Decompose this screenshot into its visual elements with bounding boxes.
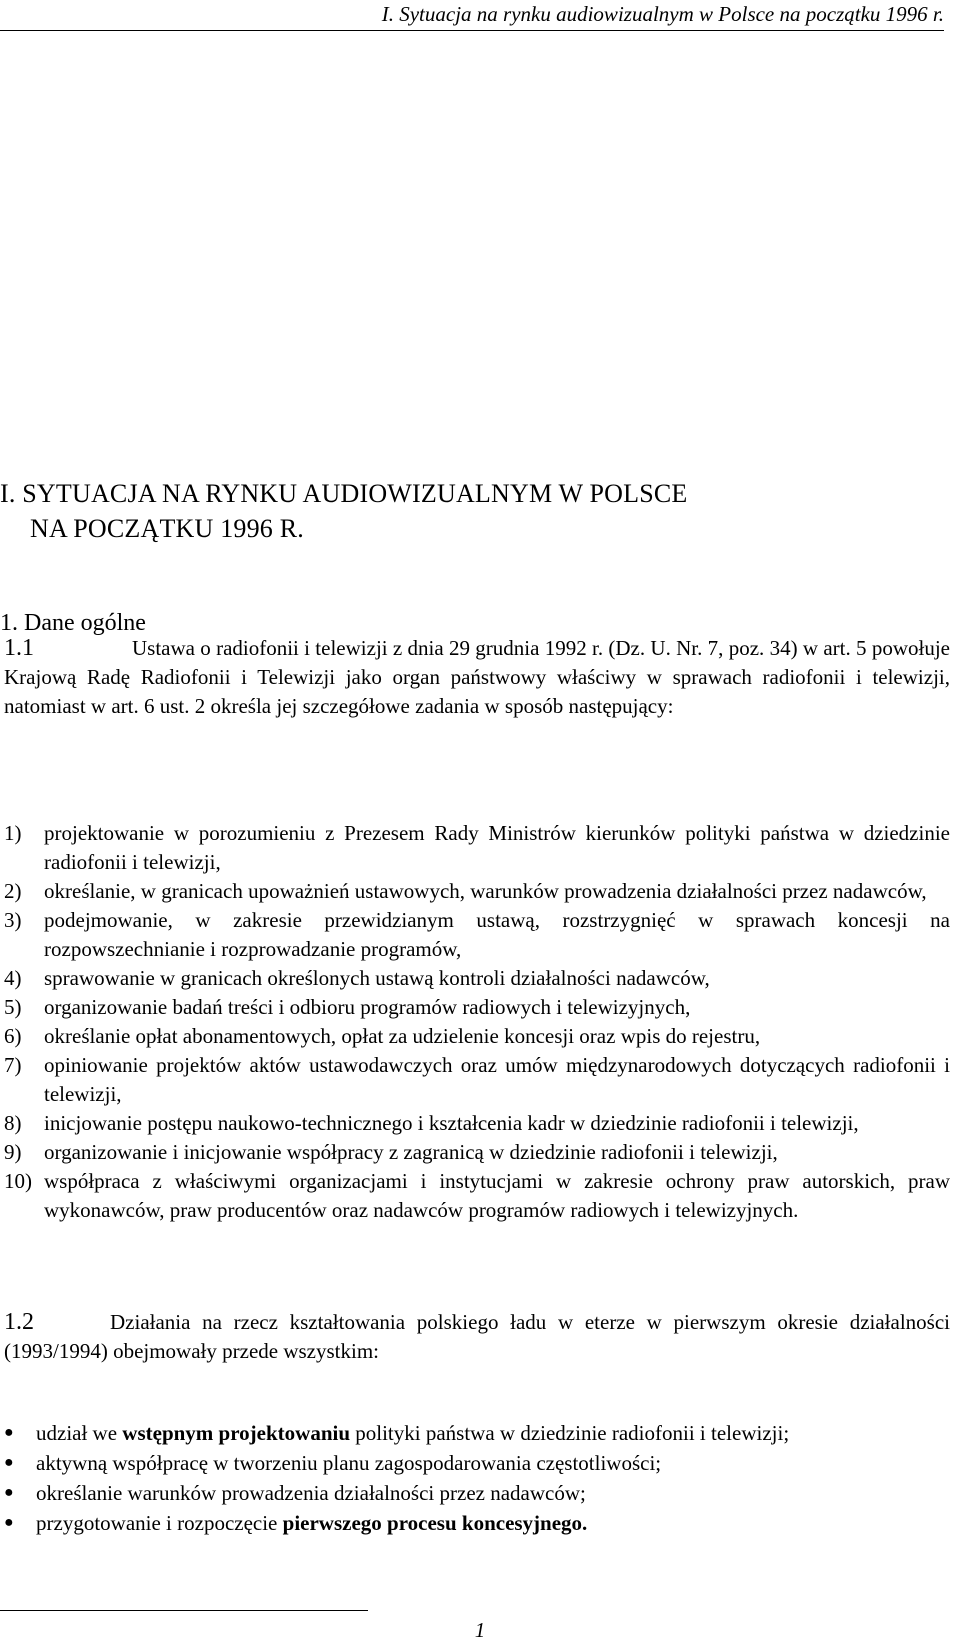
footer-divider <box>0 1610 368 1611</box>
list-item <box>4 1448 950 1478</box>
paragraph-1-1 <box>4 634 950 721</box>
item-number: 1) <box>4 821 22 845</box>
item-text: współpraca z właściwymi organizacjami i instytucjami w zakresie ochrony praw autorskich, praw wykonawców, praw producentów oraz nadawców programów radiowych i telewizyjnych. <box>44 1169 950 1222</box>
list-item <box>4 1022 950 1051</box>
chapter-title-line1: I. SYTUACJA NA RYNKU AUDIOWIZUALNYM W POLSCE <box>0 479 688 508</box>
item-number: 9) <box>4 1140 22 1164</box>
item-number: 7) <box>4 1053 22 1077</box>
bullet-icon: ● <box>4 1514 14 1531</box>
list-item <box>4 964 950 993</box>
list-item <box>4 877 950 906</box>
paragraph-text: Ustawa o radiofonii i telewizji z dnia 29 grudnia 1992 r. (Dz. U. Nr. 7, poz. 34) w art. 5 powołuje Krajową Radę Radiofonii i Telewizji jako organ państwowy właściwy w sprawach radiofonii i telewizji, natomiast w art. 6 ust. 2 określa jej szczegółowe zadania w sposób następujący: <box>4 636 950 718</box>
bullet-list <box>4 1418 950 1538</box>
paragraph-number: 1.1 <box>4 635 34 661</box>
item-text: udział we <box>36 1421 123 1445</box>
tasks-list <box>4 819 950 1225</box>
running-header: I. Sytuacja na rynku audiowizualnym w Polsce na początku 1996 r. <box>0 0 944 31</box>
chapter-title <box>0 476 900 546</box>
list-item <box>4 1508 950 1538</box>
paragraph-number: 1.2 <box>4 1309 34 1335</box>
item-number: 10) <box>4 1169 32 1193</box>
item-number: 6) <box>4 1024 22 1048</box>
item-text: określanie, w granicach upoważnień ustawowych, warunków prowadzenia działalności przez nadawców, <box>44 879 927 903</box>
item-text-bold: pierwszego procesu koncesyjnego. <box>282 1511 588 1535</box>
item-text: podejmowanie, w zakresie przewidzianym ustawą, rozstrzygnięć w sprawach koncesji na rozpowszechnianie i rozprowadzanie programów, <box>44 908 950 961</box>
list-item <box>4 906 950 964</box>
list-item <box>4 1167 950 1225</box>
list-item <box>4 993 950 1022</box>
item-text: polityki państwa w dziedzinie radiofonii i telewizji; <box>350 1421 790 1445</box>
list-item <box>4 1138 950 1167</box>
item-text: organizowanie i inicjowanie współpracy z zagranicą w dziedzinie radiofonii i telewizji, <box>44 1140 778 1164</box>
list-item <box>4 1418 950 1448</box>
item-text: określanie opłat abonamentowych, opłat za udzielenie koncesji oraz wpis do rejestru, <box>44 1024 761 1048</box>
item-text: projektowanie w porozumieniu z Prezesem Rady Ministrów kierunków polityki państwa w dziedzinie radiofonii i telewizji, <box>44 821 950 874</box>
bullet-icon: ● <box>4 1424 14 1441</box>
chapter-title-line2: NA POCZĄTKU 1996 R. <box>30 514 304 543</box>
item-text: przygotowanie i rozpoczęcie <box>36 1511 283 1535</box>
item-text: sprawowanie w granicach określonych ustawą kontroli działalności nadawców, <box>44 966 710 990</box>
item-number: 4) <box>4 966 22 990</box>
item-text: inicjowanie postępu naukowo-technicznego i kształcenia kadr w dziedzinie radiofonii i telewizji, <box>44 1111 859 1135</box>
item-number: 3) <box>4 908 22 932</box>
bullet-icon: ● <box>4 1454 14 1471</box>
section-title: 1. Dane ogólne <box>0 610 146 636</box>
item-text: aktywną współpracę w tworzeniu planu zagospodarowania częstotliwości; <box>36 1451 662 1475</box>
item-number: 8) <box>4 1111 22 1135</box>
page-number: 1 <box>474 1618 486 1642</box>
item-text: opiniowanie projektów aktów ustawodawczych oraz umów międzynarodowych dotyczących radiofonii i telewizji, <box>44 1053 950 1106</box>
list-item <box>4 1051 950 1109</box>
list-item <box>4 1478 950 1508</box>
paragraph-1-2 <box>4 1308 950 1366</box>
list-item <box>4 1109 950 1138</box>
paragraph-text: Działania na rzecz kształtowania polskiego ładu w eterze w pierwszym okresie działalności (1993/1994) obejmowały przede wszystkim: <box>4 1310 950 1363</box>
item-text-bold: wstępnym projektowaniu <box>122 1421 351 1445</box>
list-item <box>4 819 950 877</box>
item-text: organizowanie badań treści i odbioru programów radiowych i telewizyjnych, <box>44 995 691 1019</box>
item-number: 2) <box>4 879 22 903</box>
bullet-icon: ● <box>4 1484 14 1501</box>
item-number: 5) <box>4 995 22 1019</box>
item-text: określanie warunków prowadzenia działalności przez nadawców; <box>36 1481 586 1505</box>
